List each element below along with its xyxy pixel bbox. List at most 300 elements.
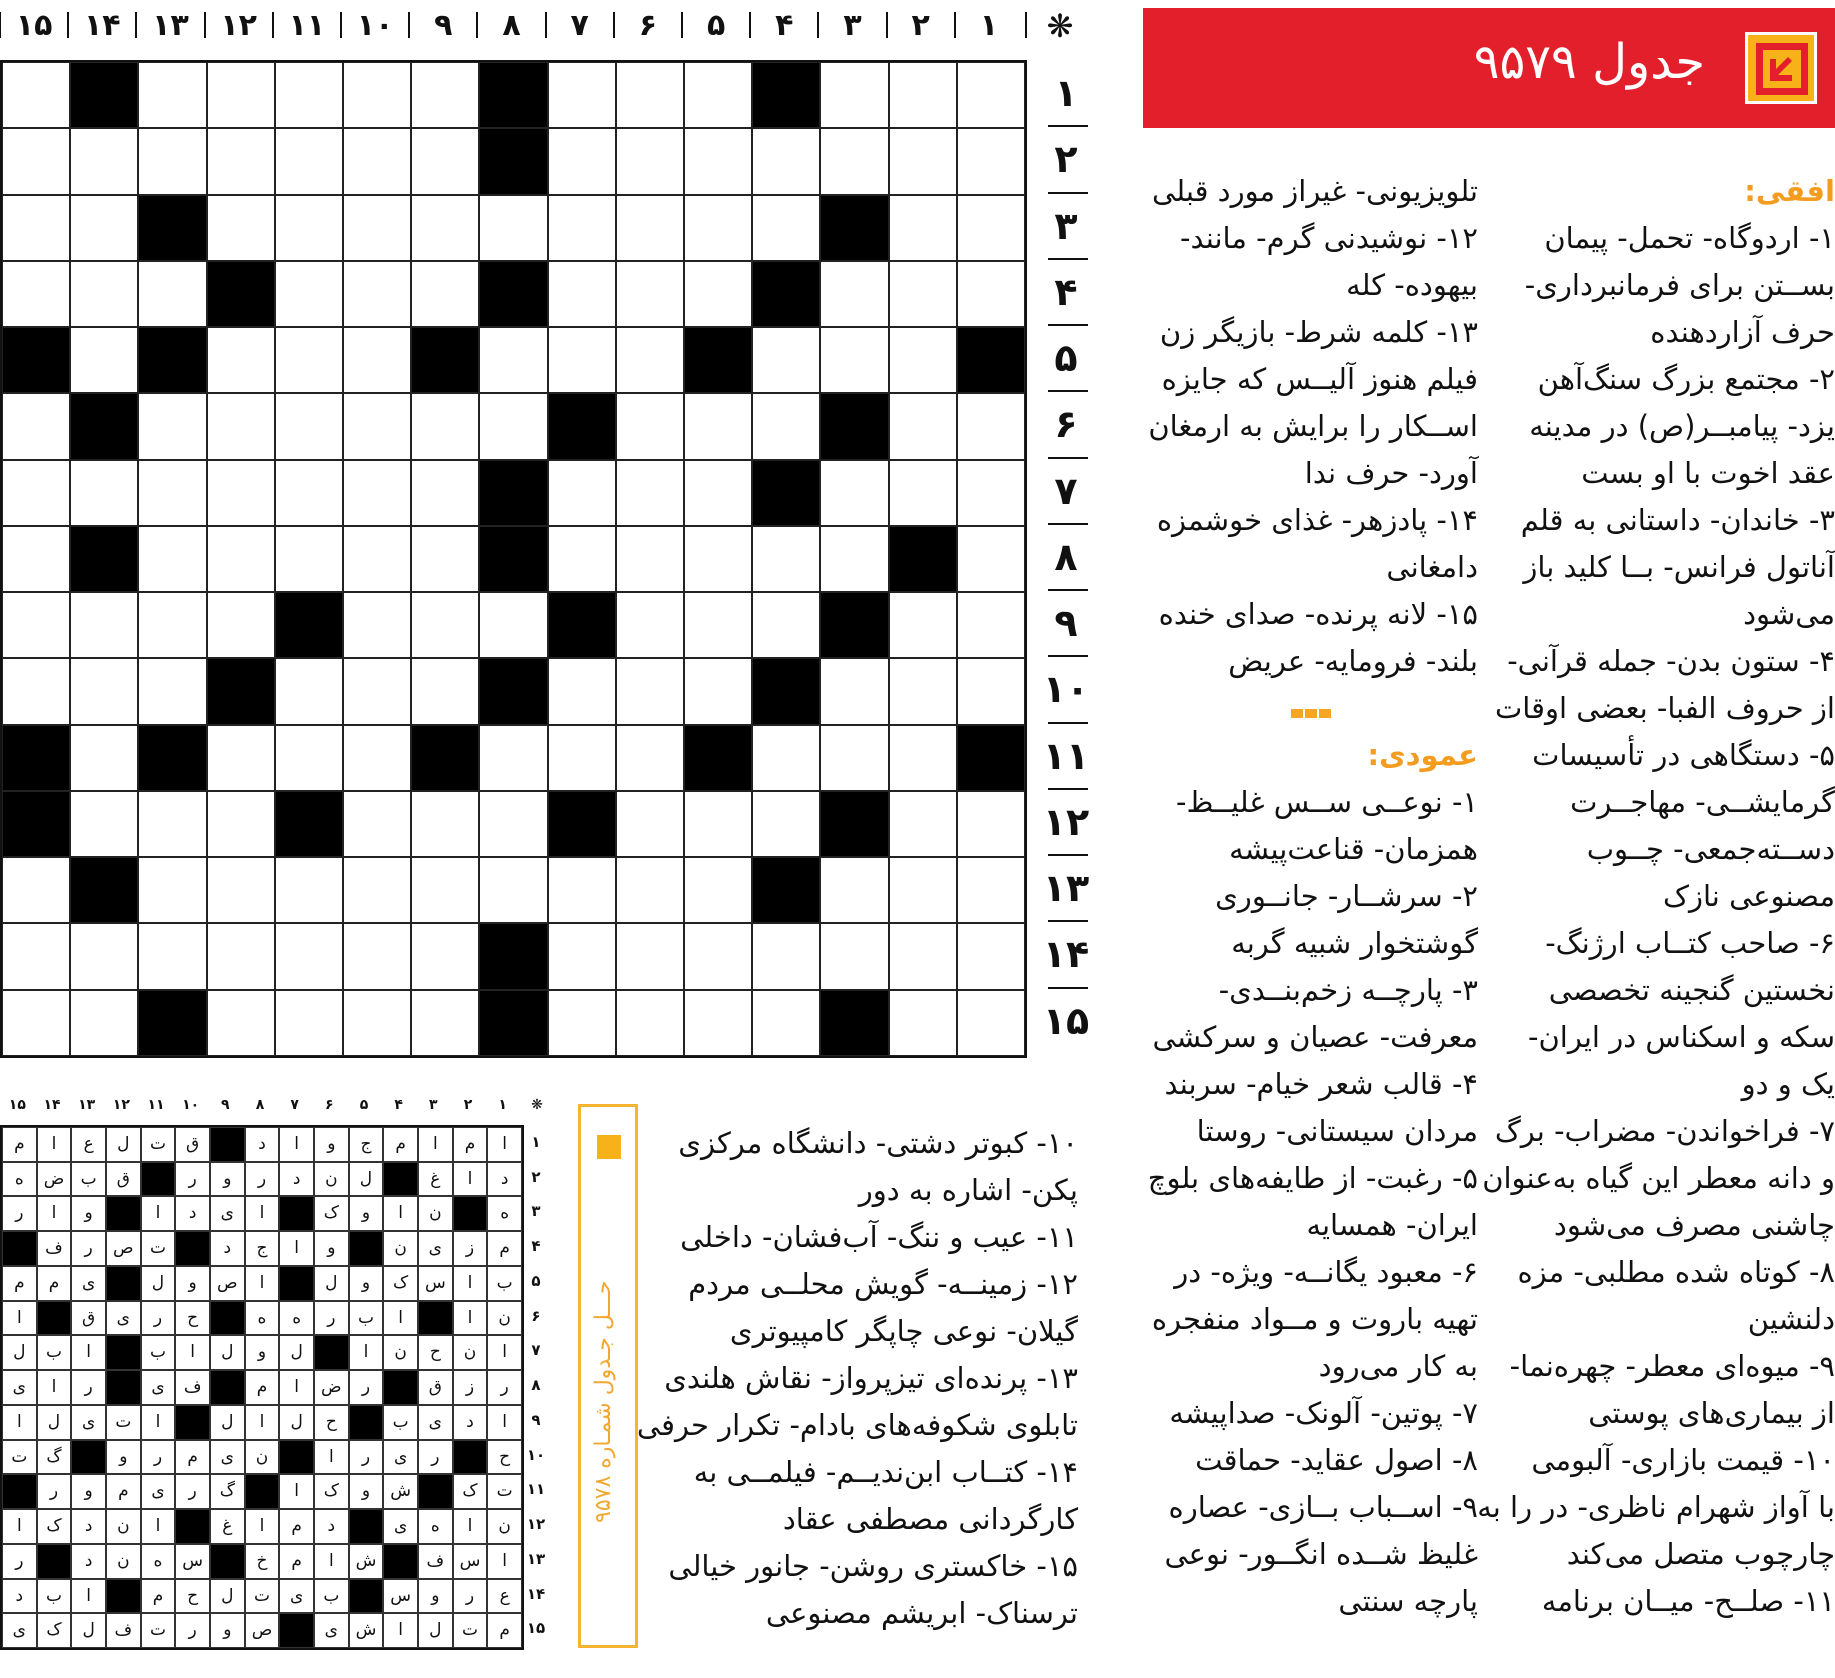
empty-cell[interactable] [957,857,1025,923]
empty-cell[interactable] [411,923,479,989]
empty-cell[interactable] [752,725,820,791]
solution-letter-cell: ه [487,1196,522,1231]
empty-cell[interactable] [889,393,957,459]
empty-cell[interactable] [343,526,411,592]
empty-cell[interactable] [2,592,70,658]
empty-cell[interactable] [684,195,752,261]
solution-letter-cell: ا [37,1196,72,1231]
clue-line: ۹- اســباب بــازی- عصاره [1168,1490,1478,1524]
empty-cell[interactable] [957,923,1025,989]
solution-black-cell [106,1196,141,1231]
solution-black-cell [279,1613,314,1648]
solution-letter-cell: م [279,1544,314,1579]
empty-cell[interactable] [275,327,343,393]
empty-cell[interactable] [70,460,138,526]
empty-cell[interactable] [2,526,70,592]
empty-cell[interactable] [889,460,957,526]
solution-letter-cell: ه [279,1301,314,1336]
clue-line: عقد اخوت با او بست [1581,456,1835,490]
empty-cell[interactable] [207,990,275,1056]
empty-cell[interactable] [275,725,343,791]
empty-cell[interactable] [548,128,616,194]
solution-letter-cell: ل [210,1405,245,1440]
empty-cell[interactable] [684,923,752,989]
clue-line: سکه و اسکناس در ایران- [1528,1020,1835,1054]
empty-cell[interactable] [343,128,411,194]
empty-cell[interactable] [275,128,343,194]
empty-cell[interactable] [2,658,70,724]
row-number: ۴ [1054,269,1078,314]
empty-cell[interactable] [275,990,343,1056]
empty-cell[interactable] [889,128,957,194]
empty-cell[interactable] [820,128,888,194]
solution-letter-cell: ا [487,1544,522,1579]
solution-letter-cell: ی [314,1613,349,1648]
empty-cell[interactable] [752,393,820,459]
empty-cell[interactable] [752,592,820,658]
empty-cell[interactable] [820,725,888,791]
solution-letter-cell: ف [175,1370,210,1405]
empty-cell[interactable] [343,923,411,989]
empty-cell[interactable] [752,990,820,1056]
empty-cell[interactable] [684,791,752,857]
clue-line: چاشنی مصرف می‌شود [1553,1208,1835,1242]
empty-cell[interactable] [2,128,70,194]
empty-cell[interactable] [70,261,138,327]
empty-cell[interactable] [138,791,206,857]
empty-cell[interactable] [70,725,138,791]
solution-letter-cell: و [106,1440,141,1475]
empty-cell[interactable] [957,526,1025,592]
empty-cell[interactable] [889,725,957,791]
empty-cell[interactable] [684,990,752,1056]
solution-letter-cell: ر [175,1613,210,1648]
empty-cell[interactable] [479,592,547,658]
row-number-rule [1048,788,1088,790]
solution-letter-cell: ل [210,1335,245,1370]
solution-letter-cell: ت [106,1405,141,1440]
clue-line: ۱۰- کبوتر دشتی- دانشگاه مرکزی [678,1126,1078,1160]
solution-black-cell [210,1127,245,1162]
empty-cell[interactable] [889,327,957,393]
empty-cell[interactable] [138,460,206,526]
column-number: ۷ [570,8,589,43]
solution-column-number: ۱۴ [43,1097,61,1113]
empty-cell[interactable] [889,990,957,1056]
empty-cell[interactable] [70,990,138,1056]
empty-cell[interactable] [820,658,888,724]
empty-cell[interactable] [2,990,70,1056]
column-number: ۱۴ [83,8,121,43]
empty-cell[interactable] [957,592,1025,658]
empty-cell[interactable] [2,195,70,261]
empty-cell[interactable] [752,791,820,857]
empty-cell[interactable] [820,327,888,393]
solution-letter-cell: ک [314,1196,349,1231]
empty-cell[interactable] [616,460,684,526]
empty-cell[interactable] [70,195,138,261]
empty-cell[interactable] [275,923,343,989]
empty-cell[interactable] [207,195,275,261]
empty-cell[interactable] [411,592,479,658]
empty-cell[interactable] [479,195,547,261]
empty-cell[interactable] [684,857,752,923]
empty-cell[interactable] [616,261,684,327]
empty-cell[interactable] [343,261,411,327]
clue-line: ۵- رغبت- از طایفه‌های بلوچ [1147,1161,1478,1195]
solution-letter-cell: و [210,1613,245,1648]
empty-cell[interactable] [207,725,275,791]
empty-cell[interactable] [616,592,684,658]
solution-letter-cell: ت [245,1579,280,1614]
empty-cell[interactable] [548,526,616,592]
empty-cell[interactable] [343,791,411,857]
empty-cell[interactable] [411,128,479,194]
solution-black-cell [383,1544,418,1579]
clue-line: ۱۰- قیمت بازاری- آلبومی [1531,1443,1835,1477]
empty-cell[interactable] [616,393,684,459]
clue-line: همزمان- قناعت‌پیشه [1229,832,1478,866]
empty-cell[interactable] [889,791,957,857]
black-cell [2,327,70,393]
empty-cell[interactable] [684,592,752,658]
empty-cell[interactable] [752,195,820,261]
solution-black-cell [279,1266,314,1301]
empty-cell[interactable] [343,592,411,658]
solution-letter-cell: د [71,1544,106,1579]
empty-cell[interactable] [2,261,70,327]
solution-letter-cell: ا [279,1231,314,1266]
solution-letter-cell: و [314,1231,349,1266]
solution-black-cell [383,1370,418,1405]
empty-cell[interactable] [889,195,957,261]
clue-line: از بیماری‌های پوستی [1588,1396,1835,1430]
empty-cell[interactable] [479,393,547,459]
empty-cell[interactable] [275,658,343,724]
empty-cell[interactable] [343,393,411,459]
solution-letter-cell: ی [210,1440,245,1475]
empty-cell[interactable] [616,327,684,393]
solution-letter-cell: د [314,1509,349,1544]
empty-cell[interactable] [275,857,343,923]
empty-cell[interactable] [684,658,752,724]
empty-cell[interactable] [275,195,343,261]
solution-letter-cell: م [383,1127,418,1162]
empty-cell[interactable] [957,393,1025,459]
solution-letter-cell: ل [418,1613,453,1648]
empty-cell[interactable] [479,791,547,857]
empty-cell[interactable] [479,725,547,791]
empty-cell[interactable] [2,857,70,923]
clue-line: ۹- میوه‌ای معطر- چهره‌نما- [1509,1349,1835,1383]
solution-letter-cell: ل [279,1405,314,1440]
empty-cell[interactable] [343,62,411,128]
empty-cell[interactable] [820,526,888,592]
empty-cell[interactable] [207,393,275,459]
empty-cell[interactable] [2,62,70,128]
empty-cell[interactable] [752,128,820,194]
solution-letter-cell: ن [106,1509,141,1544]
solution-black-cell [279,1196,314,1231]
empty-cell[interactable] [548,327,616,393]
empty-cell[interactable] [138,658,206,724]
puzzle-title: جدول ۹۵۷۹ [1473,34,1705,90]
empty-cell[interactable] [411,857,479,923]
empty-cell[interactable] [411,791,479,857]
empty-cell[interactable] [2,460,70,526]
solution-column-number: ۲ [463,1097,473,1113]
clue-line: ۱۴- پادزهر- غذای خوشمزه [1156,503,1478,537]
empty-cell[interactable] [957,658,1025,724]
empty-cell[interactable] [957,791,1025,857]
solution-letter-cell: ص [106,1231,141,1266]
empty-cell[interactable] [138,393,206,459]
empty-cell[interactable] [684,128,752,194]
column-number: ۱۵ [15,8,53,43]
solution-letter-cell: د [453,1405,488,1440]
empty-cell[interactable] [70,128,138,194]
empty-cell[interactable] [70,791,138,857]
empty-cell[interactable] [548,990,616,1056]
clue-line: ۱۴- کتــاب ابن‌ندیــم- فیلمــی به [693,1455,1078,1489]
empty-cell[interactable] [138,261,206,327]
clue-line: اســکار را برایش به ارمغان [1148,409,1478,443]
empty-cell[interactable] [207,592,275,658]
solution-letter-cell: م [175,1440,210,1475]
solution-letter-cell: ر [175,1474,210,1509]
empty-cell[interactable] [957,195,1025,261]
empty-cell[interactable] [275,393,343,459]
solution-letter-cell: و [349,1266,384,1301]
empty-cell[interactable] [820,62,888,128]
empty-cell[interactable] [275,460,343,526]
solution-row-number: ۲ [531,1167,541,1186]
empty-cell[interactable] [343,195,411,261]
empty-cell[interactable] [411,526,479,592]
solution-letter-cell: ی [418,1405,453,1440]
empty-cell[interactable] [889,592,957,658]
solution-letter-cell: م [2,1127,37,1162]
empty-cell[interactable] [343,327,411,393]
clue-line: مردان سیستانی- روستا [1196,1114,1478,1148]
empty-cell[interactable] [548,195,616,261]
row-number-rule [1048,589,1088,591]
empty-cell[interactable] [207,62,275,128]
solution-letter-cell: ن [245,1440,280,1475]
empty-cell[interactable] [275,526,343,592]
clue-line: ۱۱- عیب و ننگ- آب‌فشان- داخلی [680,1220,1078,1254]
empty-cell[interactable] [207,128,275,194]
solution-letter-cell: ب [487,1266,522,1301]
empty-cell[interactable] [275,62,343,128]
solution-letter-cell: م [106,1474,141,1509]
empty-cell[interactable] [343,460,411,526]
empty-cell[interactable] [548,460,616,526]
empty-cell[interactable] [752,923,820,989]
empty-cell[interactable] [138,923,206,989]
empty-cell[interactable] [616,658,684,724]
empty-cell[interactable] [957,62,1025,128]
solution-letter-cell: ا [487,1335,522,1370]
solution-letter-cell: ی [279,1579,314,1614]
empty-cell[interactable] [616,526,684,592]
empty-cell[interactable] [820,857,888,923]
empty-cell[interactable] [70,658,138,724]
empty-cell[interactable] [616,923,684,989]
solution-letter-cell: س [418,1266,453,1301]
empty-cell[interactable] [548,62,616,128]
empty-cell[interactable] [889,261,957,327]
empty-cell[interactable] [684,460,752,526]
black-cell [2,725,70,791]
empty-cell[interactable] [548,261,616,327]
clue-line: پارچه سنتی [1338,1584,1478,1618]
empty-cell[interactable] [207,923,275,989]
solution-letter-cell: ح [314,1405,349,1440]
empty-cell[interactable] [138,128,206,194]
solution-black-cell [210,1370,245,1405]
solution-letter-cell: ب [383,1405,418,1440]
empty-cell[interactable] [479,857,547,923]
empty-cell[interactable] [275,261,343,327]
solution-letter-cell: ت [141,1127,176,1162]
empty-cell[interactable] [411,62,479,128]
solution-black-cell [2,1474,37,1509]
empty-cell[interactable] [889,923,957,989]
solution-row-number: ۳ [531,1202,541,1221]
empty-cell[interactable] [138,62,206,128]
empty-cell[interactable] [2,923,70,989]
empty-cell[interactable] [343,658,411,724]
empty-cell[interactable] [889,62,957,128]
empty-cell[interactable] [70,592,138,658]
row-number: ۱۴ [1042,932,1090,977]
empty-cell[interactable] [343,725,411,791]
solution-letter-cell: ب [37,1579,72,1614]
column-number: ۱۱ [288,8,326,43]
empty-cell[interactable] [957,990,1025,1056]
solution-letter-cell: ا [245,1405,280,1440]
empty-cell[interactable] [138,857,206,923]
clue-line: فیلم هنوز آلیــس که جایزه [1161,362,1478,396]
black-cell [70,62,138,128]
empty-cell[interactable] [820,261,888,327]
solution-letter-cell: ج [245,1231,280,1266]
empty-cell[interactable] [684,261,752,327]
empty-cell[interactable] [548,658,616,724]
empty-cell[interactable] [616,195,684,261]
solution-letter-cell: ب [314,1579,349,1614]
empty-cell[interactable] [957,128,1025,194]
black-cell [752,460,820,526]
empty-cell[interactable] [479,327,547,393]
empty-cell[interactable] [411,393,479,459]
solution-letter-cell: ن [383,1335,418,1370]
solution-letter-cell: ک [37,1613,72,1648]
empty-cell[interactable] [411,261,479,327]
empty-cell[interactable] [207,460,275,526]
empty-cell[interactable] [343,990,411,1056]
empty-cell[interactable] [2,393,70,459]
row-number-rule [1048,457,1088,459]
solution-letter-cell: ا [314,1440,349,1475]
empty-cell[interactable] [548,923,616,989]
corner-symbol: ❋ [1046,7,1074,45]
empty-cell[interactable] [752,327,820,393]
across-clues-column [1477,168,1835,1625]
empty-cell[interactable] [343,857,411,923]
empty-cell[interactable] [616,990,684,1056]
clue-line: حرف آزاردهنده [1650,315,1835,349]
solution-letter-cell: م [453,1127,488,1162]
solution-letter-cell: ی [141,1370,176,1405]
empty-cell[interactable] [138,592,206,658]
empty-cell[interactable] [411,990,479,1056]
solution-letter-cell: ر [71,1370,106,1405]
black-cell [479,990,547,1056]
column-number: ۳ [843,8,862,43]
solution-letter-cell: و [71,1196,106,1231]
empty-cell[interactable] [207,327,275,393]
empty-cell[interactable] [616,857,684,923]
empty-cell[interactable] [820,923,888,989]
empty-cell[interactable] [616,791,684,857]
empty-cell[interactable] [548,725,616,791]
empty-cell[interactable] [684,393,752,459]
empty-cell[interactable] [752,526,820,592]
solution-letter-cell: ن [314,1162,349,1197]
empty-cell[interactable] [207,526,275,592]
clue-line: ۱- اردوگاه- تحمل- پیمان [1544,221,1835,255]
empty-cell[interactable] [138,526,206,592]
empty-cell[interactable] [684,526,752,592]
empty-cell[interactable] [889,857,957,923]
empty-cell[interactable] [820,460,888,526]
solution-letter-cell: ک [314,1474,349,1509]
empty-cell[interactable] [616,62,684,128]
empty-cell[interactable] [548,857,616,923]
empty-cell[interactable] [207,857,275,923]
solution-row-number: ۹ [531,1410,541,1429]
solution-letter-cell: ر [2,1544,37,1579]
empty-cell[interactable] [70,327,138,393]
empty-cell[interactable] [70,923,138,989]
empty-cell[interactable] [889,658,957,724]
empty-cell[interactable] [411,195,479,261]
empty-cell[interactable] [684,62,752,128]
clue-line: دلنشین [1747,1302,1835,1336]
solution-letter-cell: ر [175,1162,210,1197]
row-number-rule [1048,258,1088,260]
solution-letter-cell: ک [383,1266,418,1301]
empty-cell[interactable] [957,261,1025,327]
empty-cell[interactable] [616,725,684,791]
solution-row-number: ۱۳ [526,1549,546,1568]
solution-column-number: ۱۱ [147,1097,165,1113]
solution-letter-cell: و [245,1335,280,1370]
crossword-grid [0,60,1027,1058]
solution-letter-cell: ن [418,1196,453,1231]
empty-cell[interactable] [411,460,479,526]
empty-cell[interactable] [957,460,1025,526]
empty-cell[interactable] [616,128,684,194]
clue-line: ۱۳- پرنده‌ای تیزپرواز- نقاش هلندی [664,1361,1078,1395]
empty-cell[interactable] [411,658,479,724]
solution-black-cell [2,1231,37,1266]
empty-cell[interactable] [207,791,275,857]
solution-column-number: ۶ [325,1097,334,1113]
solution-letter-cell: ع [71,1127,106,1162]
